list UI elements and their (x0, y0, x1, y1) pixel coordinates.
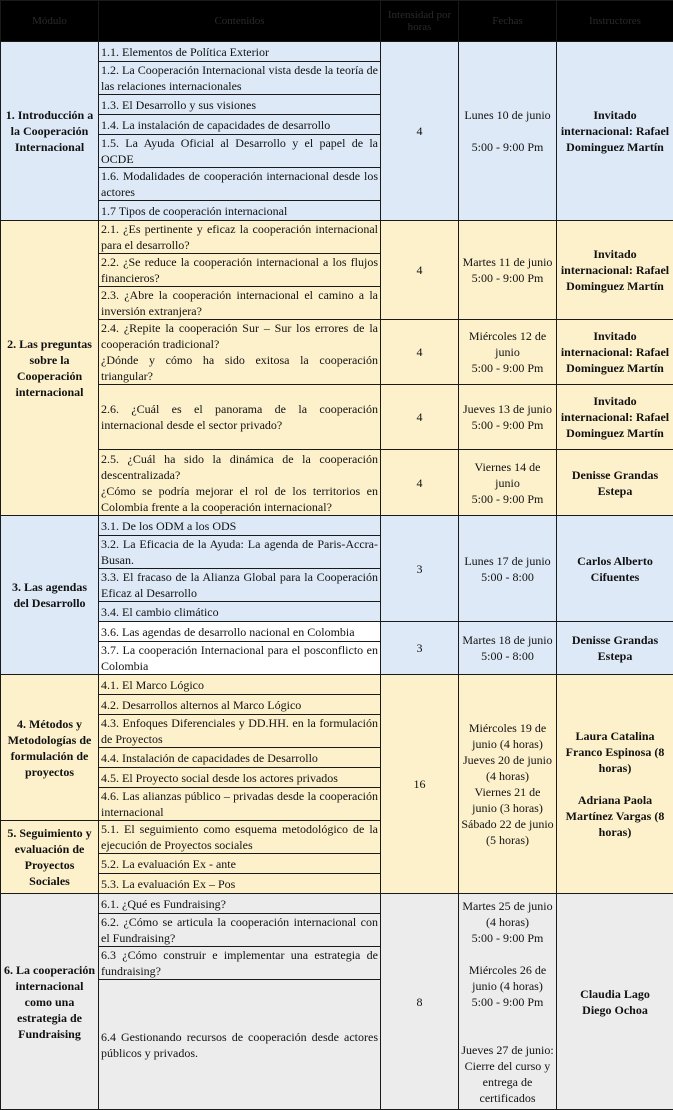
topic-cell: 4.2. Desarrollos alternos al Marco Lógico (99, 695, 381, 715)
topic-cell: 1.2. La Cooperación Internacional vista desde la teoría de las relaciones internacionales (99, 62, 381, 95)
module-4-5-dates (459, 675, 557, 894)
topic-cell: 5.1. El seguimiento como esquema metodológico de la ejecución de Proyectos sociales (99, 821, 381, 854)
module-2-title: 2. Las preguntas sobre la Cooperación internacional (1, 221, 99, 516)
instructor-name: Diego Ochoa (582, 1003, 648, 1017)
topic-cell: 1.1. Elementos de Política Exterior (99, 42, 381, 62)
module-1-hours: 4 (381, 42, 459, 221)
topic-cell: 2.2. ¿Se reduce la cooperación internacional a los flujos financieros? (99, 254, 381, 287)
topic-line: ¿Dónde y cómo ha sido exitosa la cooperación triangular? (101, 353, 378, 383)
module-1-dates (459, 42, 557, 221)
topic-cell: 6.1. ¿Qué es Fundraising? (99, 894, 381, 914)
module-3-title: 3. Las agendas del Desarrollo (1, 516, 99, 675)
module-2-1-hours: 4 (381, 221, 459, 320)
date-line: Viernes 14 de junio (475, 460, 541, 490)
module-4-5-instructors (557, 675, 673, 894)
topic-cell: 1.5. La Ayuda Oficial al Desarrollo y el papel de la OCDE (99, 135, 381, 168)
topic-cell: 6.4 Gestionando recursos de cooperación desde actores públicos y privados. (99, 980, 381, 1110)
topic-cell: 3.4. El cambio climático (99, 602, 381, 622)
module-1-title: 1. Introducción a la Cooperación Internacional (1, 42, 99, 221)
topic-cell: 3.3. El fracaso de la Alianza Global para la Cooperación Eficaz al Desarrollo (99, 569, 381, 602)
table-row (1, 675, 673, 695)
module-2-2-instructor: Invitado internacional: Rafael Dominguez Martín (557, 320, 673, 385)
table-row (1, 221, 673, 254)
table-row (1, 320, 673, 385)
module-1-instructor: Invitado internacional: Rafael Dominguez Martín (557, 42, 673, 221)
table-row (1, 385, 673, 450)
topic-cell: 5.2. La evaluación Ex - ante (99, 854, 381, 874)
module-2-4-hours: 4 (381, 450, 459, 516)
module-6-hours: 8 (381, 894, 459, 1110)
module-2-2-hours: 4 (381, 320, 459, 385)
table-row (1, 622, 673, 642)
module-2-3-instructor: Invitado internacional: Rafael Dominguez Martín (557, 385, 673, 450)
topic-cell: 2.6. ¿Cuál es el panorama de la cooperación internacional desde el sector privado? (99, 385, 381, 450)
topic-cell (99, 450, 381, 516)
time-line: 5:00 - 9:00 Pm (472, 361, 544, 375)
table-row (1, 450, 673, 516)
topic-cell: 4.6. Las alianzas público – privadas desde la cooperación internacional (99, 788, 381, 821)
topic-line: 2.5. ¿Cuál ha sido la dinámica de la cooperación descentralizada? (101, 452, 378, 482)
topic-cell: 4.3. Enfoques Diferenciales y DD.HH. en la formulación de Proyectos (99, 715, 381, 748)
module-3-b-hours: 3 (381, 622, 459, 675)
module-3-a-instructor: Carlos Alberto Cifuentes (557, 516, 673, 622)
topic-cell: 6.3 ¿Cómo construir e implementar una estrategia de fundraising? (99, 947, 381, 980)
date-line: Jueves 20 de junio (4 horas) (463, 753, 552, 783)
topic-cell: 6.2. ¿Cómo se articula la cooperación internacional con el Fundraising? (99, 914, 381, 947)
topic-cell: 3.1. De los ODM a los ODS (99, 516, 381, 536)
topic-cell: 2.1. ¿Es pertinente y eficaz la cooperación internacional para el desarrollo? (99, 221, 381, 254)
module-4-5-hours: 16 (381, 675, 459, 894)
topic-cell: 5.3. La evaluación Ex – Pos (99, 874, 381, 894)
topic-cell: 4.1. El Marco Lógico (99, 675, 381, 695)
module-2-1-dates (459, 221, 557, 320)
topic-cell: 3.2. La Eficacia de la Ayuda: La agenda de Paris-Accra-Busan. (99, 536, 381, 569)
table-row (1, 894, 673, 914)
instructor-name: Claudia Lago (580, 987, 650, 1001)
module-2-1-instructor: Invitado internacional: Rafael Dominguez Martín (557, 221, 673, 320)
module-3-b-dates (459, 622, 557, 675)
topic-cell: 2.3. ¿Abre la cooperación internacional el camino a la inversión extranjera? (99, 287, 381, 320)
time-line: 5:00 - 9:00 Pm (472, 995, 544, 1009)
header-module: Módulo (1, 1, 99, 42)
time-line: 5:00 - 9:00 Pm (472, 418, 544, 432)
date-line: Miércoles 19 de junio (4 horas) (469, 721, 546, 751)
module-4-title: 4. Métodos y Metodologías de formulación de proyectos (1, 675, 99, 821)
topic-cell: 1.3. El Desarrollo y sus visiones (99, 95, 381, 115)
date-line: Miércoles 26 de junio (4 horas) (469, 963, 546, 993)
date-line: Jueves 13 de junio (463, 402, 552, 416)
table-row (1, 516, 673, 536)
time-line: 5:00 - 9:00 Pm (472, 140, 544, 154)
topic-cell: 4.4. Instalación de capacidades de Desarrollo (99, 748, 381, 768)
time-line: 5:00 - 8:00 (481, 649, 534, 663)
module-3-a-dates (459, 516, 557, 622)
module-6-instructors (557, 894, 673, 1110)
header-row (1, 1, 673, 42)
module-2-4-instructor: Denisse Grandas Estepa (557, 450, 673, 516)
time-line: 5:00 - 9:00 Pm (472, 492, 544, 506)
header-hours: Intensidad por horas (381, 1, 459, 42)
topic-cell: 3.6. Las agendas de desarrollo nacional en Colombia (99, 622, 381, 642)
topic-line: 2.4. ¿Repite la cooperación Sur – Sur los errores de la cooperación tradicional? (101, 321, 378, 351)
topic-cell: 3.7. La cooperación Internacional para el posconflicto en Colombia (99, 642, 381, 675)
date-line: Miércoles 12 de junio (469, 329, 546, 359)
date-line: Lunes 10 de junio (464, 108, 550, 122)
date-line: Lunes 17 de junio (464, 554, 550, 568)
date-line: Martes 25 de junio (4 horas) (462, 899, 552, 929)
topic-line: ¿Cómo se podría mejorar el rol de los territorios en Colombia frente a la cooperación internacional? (101, 484, 378, 514)
time-line: 5:00 - 8:00 (481, 570, 534, 584)
topic-cell: 1.6. Modalidades de cooperación internacional desde los actores (99, 168, 381, 201)
header-dates: Fechas (459, 1, 557, 42)
topic-cell (99, 320, 381, 385)
date-line: Sábado 22 de junio (5 horas) (461, 817, 553, 847)
time-line: 5:00 - 9:00 Pm (472, 931, 544, 945)
module-2-3-hours: 4 (381, 385, 459, 450)
module-6-title: 6. La cooperación internacional como una estrategia de Fundraising (1, 894, 99, 1110)
module-5-title: 5. Seguimiento y evaluación de Proyectos Sociales (1, 821, 99, 894)
date-line: Martes 11 de junio (463, 255, 553, 269)
header-instructors: Instructores (557, 1, 673, 42)
topic-cell: 1.4. La instalación de capacidades de desarrollo (99, 115, 381, 135)
topic-cell: 1.7 Tipos de cooperación internacional (99, 201, 381, 221)
date-line: Martes 18 de junio (462, 633, 552, 647)
header-contents: Contenidos (99, 1, 381, 42)
instructor-name: Adriana Paola Martínez Vargas (8 horas) (566, 793, 665, 839)
topic-cell: 4.5. El Proyecto social desde los actores privados (99, 768, 381, 788)
module-2-3-dates (459, 385, 557, 450)
module-6-dates (459, 894, 557, 1110)
date-line: Viernes 21 de junio (3 horas) (472, 785, 543, 815)
instructor-name: Laura Catalina Franco Espinosa (8 horas) (566, 729, 665, 775)
module-2-4-dates (459, 450, 557, 516)
module-3-a-hours: 3 (381, 516, 459, 622)
date-line: Jueves 27 de junio: Cierre del curso y entrega de certificados (461, 1043, 553, 1105)
module-3-b-instructor: Denisse Grandas Estepa (557, 622, 673, 675)
table-row (1, 42, 673, 62)
time-line: 5:00 - 9:00 Pm (472, 271, 544, 285)
module-2-2-dates (459, 320, 557, 385)
